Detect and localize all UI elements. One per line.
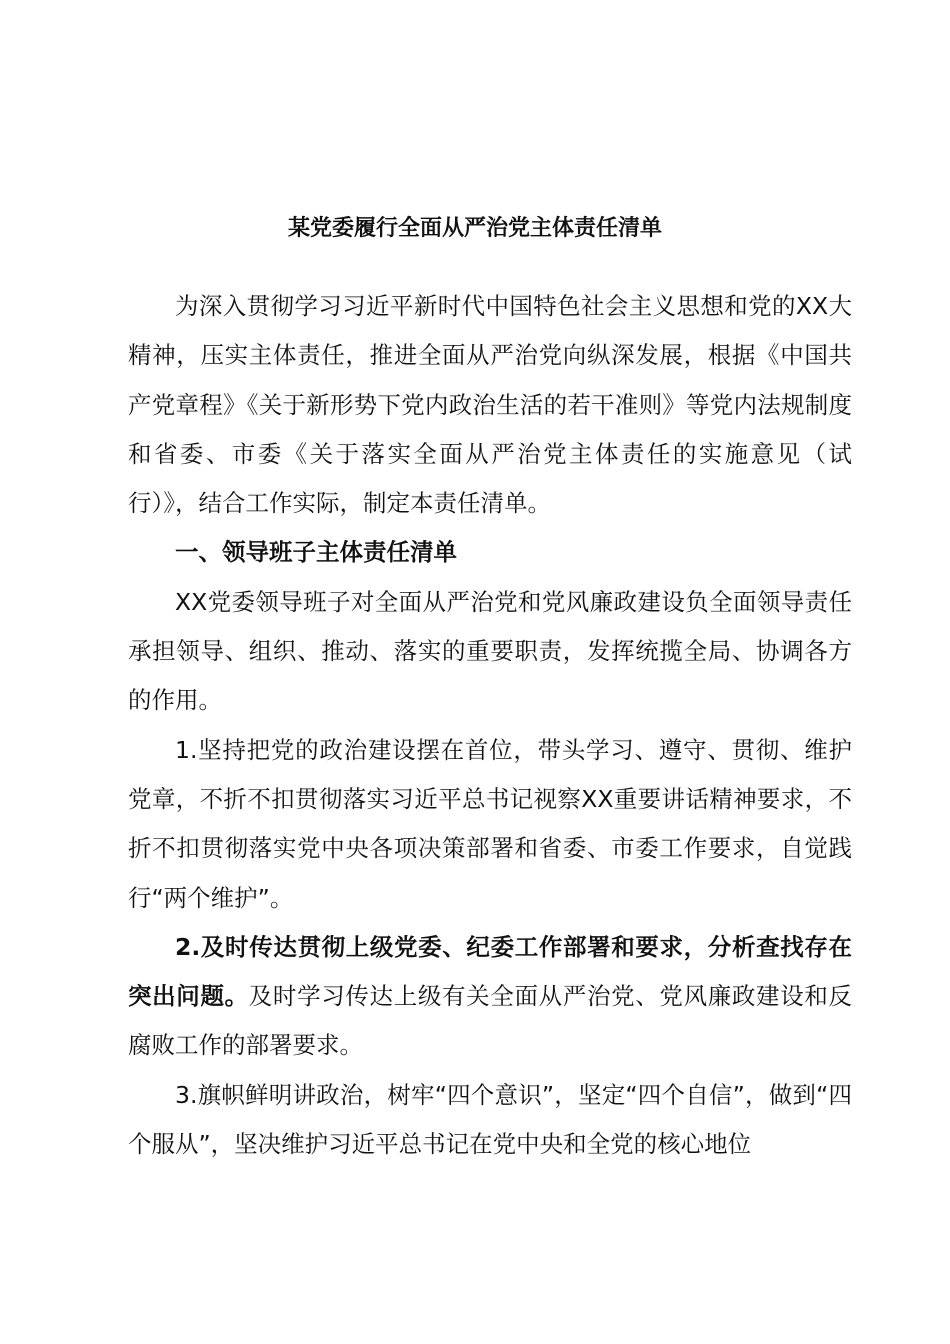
intro-paragraph: 为深入贯彻学习习近平新时代中国特色社会主义思想和党的XX大精神，压实主体责任，推进全面从严治党向纵深发展，根据《中国共产党章程》《关于新形势下党内政治生活的若干准则》等党内法规制度和省委、市委《关于落实全面从严治党主体责任的实施意见（试行）》，结合工作实际，制定本责任清单。: [128, 292, 852, 518]
section-heading: 一、领导班子主体责任清单: [175, 538, 457, 567]
item-body-text: 及时学习传达上级有关全面从严治党、党风廉政建设和反腐败工作的部署要求。: [128, 982, 853, 1060]
item-lead-bold: 2.及时传达贯彻上级党委、纪委工作部署和要求，分析查找存在突出问题。: [128, 932, 852, 1011]
section-summary: XX党委领导班子对全面从严治党和党风廉政建设负全面领导责任承担领导、组织、推动、落实的重要职责，发挥统揽全局、协调各方的作用。: [128, 587, 852, 715]
item-paragraph-3: 3.旗帜鲜明讲政治，树牢“四个意识”，坚定“四个自信”，做到“四个服从”，坚决维护习近平总书记在党中央和全党的核心地位: [128, 1080, 852, 1159]
document-body: [128, 282, 852, 1169]
document-title: 某党委履行全面从严治党主体责任清单: [287, 216, 662, 241]
item-paragraph-2: [128, 923, 852, 1071]
item-paragraph-1: 1.坚持把党的政治建设摆在首位，带头学习、遵守、贯彻、维护党章，不折不扣贯彻落实习近平总书记视察XX重要讲话精神要求，不折不扣贯彻落实党中央各项决策部署和省委、市委工作要求，自觉践行“两个维护”。: [128, 735, 852, 912]
